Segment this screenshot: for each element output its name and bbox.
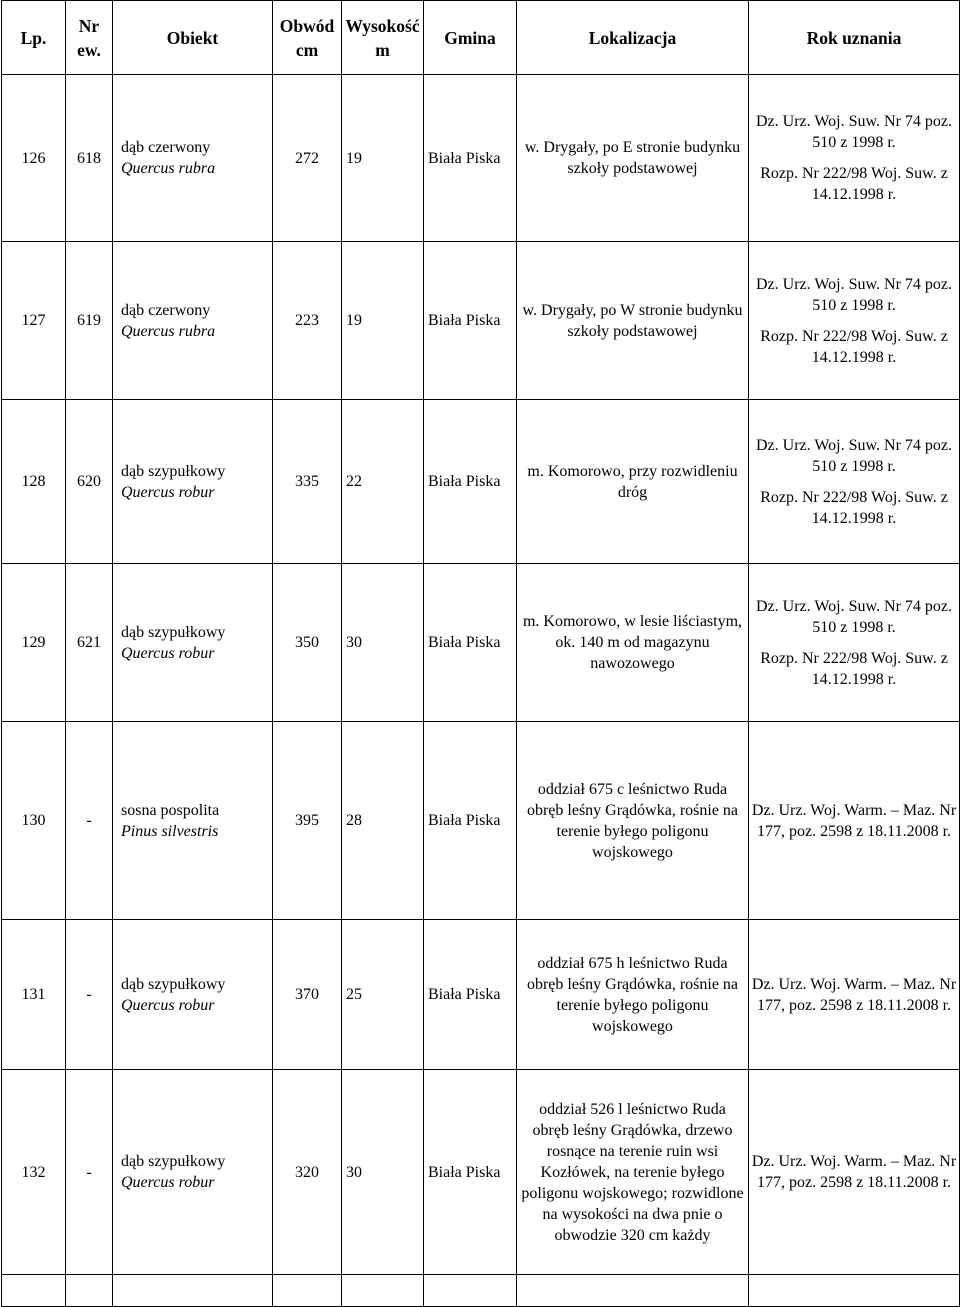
cell-lp: 130 — [2, 722, 66, 920]
cell-lp: 128 — [2, 400, 66, 564]
cell-gmina: Biała Piska — [424, 242, 517, 400]
species-latin-name: Quercus rubra — [121, 160, 216, 177]
cell-obwod: 320 — [273, 1070, 342, 1275]
species-name: dąb czerwony — [121, 139, 211, 156]
cell-lp: 127 — [2, 242, 66, 400]
cell-obwod — [273, 1275, 342, 1307]
species-latin-name: Pinus silvestris — [121, 822, 219, 840]
header-gmina: Gmina — [424, 1, 517, 75]
species-name: dąb szypułkowy — [121, 623, 226, 641]
cell-obiekt — [113, 75, 273, 242]
species-latin-name: Quercus rubra — [121, 322, 216, 340]
cell-lp: 131 — [2, 920, 66, 1070]
header-lokalizacja: Lokalizacja — [517, 1, 749, 75]
cell-wysokosc: 19 — [342, 75, 424, 242]
cell-gmina: Biała Piska — [424, 75, 517, 242]
cell-rok-uznania — [749, 564, 960, 722]
cell-nr-ew: - — [66, 722, 113, 920]
cell-lp: 126 — [2, 75, 66, 242]
cell-obiekt — [113, 920, 273, 1070]
cell-lokalizacja: oddział 675 h leśnictwo Ruda obręb leśny Grądówka, rośnie na terenie byłego poligonu wojskowego — [517, 920, 749, 1070]
cell-nr-ew: 620 — [66, 400, 113, 564]
cell-wysokosc: 22 — [342, 400, 424, 564]
cell-gmina: Biała Piska — [424, 920, 517, 1070]
cell-obiekt — [113, 1275, 273, 1307]
cell-lokalizacja: w. Drygały, po E stronie budynku szkoły podstawowej — [517, 75, 749, 242]
cell-lokalizacja: m. Komorowo, przy rozwidleniu dróg — [517, 400, 749, 564]
cell-obwod: 335 — [273, 400, 342, 564]
cell-gmina: Biała Piska — [424, 564, 517, 722]
header-rok-uznania: Rok uznania — [749, 1, 960, 75]
species-name: dąb szypułkowy — [121, 1153, 226, 1170]
cell-lokalizacja: m. Komorowo, w lesie liściastym, ok. 140 m od magazynu nawozowego — [517, 564, 749, 722]
header-row — [2, 1, 960, 75]
cell-rok-uznania — [749, 722, 960, 920]
cell-lp: 132 — [2, 1070, 66, 1275]
act-reference: Dz. Urz. Woj. Suw. Nr 74 poz. 510 z 1998 r. — [755, 597, 952, 636]
cell-rok-uznania — [749, 1275, 960, 1307]
table-row — [2, 1070, 960, 1275]
cell-nr-ew: 618 — [66, 75, 113, 242]
species-name: dąb czerwony — [121, 301, 211, 319]
cell-nr-ew: - — [66, 1070, 113, 1275]
act-reference: Dz. Urz. Woj. Warm. – Maz. Nr 177, poz. 2598 z 18.11.2008 r. — [751, 1153, 957, 1191]
cell-rok-uznania — [749, 1070, 960, 1275]
cell-gmina: Biała Piska — [424, 1070, 517, 1275]
header-nr-ew: Nr ew. — [66, 1, 113, 75]
cell-rok-uznania — [749, 400, 960, 564]
table-row — [2, 1275, 960, 1307]
header-obwod-unit: cm — [295, 39, 319, 60]
cell-lokalizacja: w. Drygały, po W stronie budynku szkoły podstawowej — [517, 242, 749, 400]
table-row — [2, 75, 960, 242]
act-reference: Dz. Urz. Woj. Warm. – Maz. Nr 177, poz. 2598 z 18.11.2008 r. — [751, 801, 957, 840]
cell-nr-ew — [66, 1275, 113, 1307]
species-name: dąb szypułkowy — [121, 462, 226, 480]
cell-obiekt — [113, 400, 273, 564]
act-reference: Dz. Urz. Woj. Suw. Nr 74 poz. 510 z 1998 r. — [755, 113, 952, 151]
regulation-reference: Rozp. Nr 222/98 Woj. Suw. z 14.12.1998 r. — [760, 488, 948, 527]
cell-wysokosc: 30 — [342, 1070, 424, 1275]
cell-gmina: Biała Piska — [424, 400, 517, 564]
header-lp: Lp. — [2, 1, 66, 75]
table-row — [2, 722, 960, 920]
cell-obwod: 370 — [273, 920, 342, 1070]
cell-lokalizacja: oddział 526 l leśnictwo Ruda obręb leśny Grądówka, drzewo rosnące na terenie ruin wsi Kozłówek, na terenie byłego poligonu wojskowego; rozwidlone na wysokości na dwa pnie o obwodzie 320 cm każdy — [517, 1070, 749, 1275]
regulation-reference: Rozp. Nr 222/98 Woj. Suw. z 14.12.1998 r. — [760, 165, 948, 203]
monuments-table — [1, 0, 960, 1307]
cell-lp: 129 — [2, 564, 66, 722]
header-obiekt: Obiekt — [113, 1, 273, 75]
cell-obwod: 272 — [273, 75, 342, 242]
cell-rok-uznania — [749, 75, 960, 242]
cell-wysokosc: 28 — [342, 722, 424, 920]
table-row — [2, 920, 960, 1070]
cell-nr-ew: 621 — [66, 564, 113, 722]
regulation-reference: Rozp. Nr 222/98 Woj. Suw. z 14.12.1998 r. — [760, 327, 948, 366]
cell-lokalizacja — [517, 1275, 749, 1307]
cell-wysokosc: 30 — [342, 564, 424, 722]
cell-obwod: 395 — [273, 722, 342, 920]
cell-wysokosc — [342, 1275, 424, 1307]
header-wysokosc-label: Wysokość — [345, 15, 420, 36]
act-reference: Dz. Urz. Woj. Suw. Nr 74 poz. 510 z 1998 r. — [755, 436, 952, 475]
act-reference: Dz. Urz. Woj. Warm. – Maz. Nr 177, poz. 2598 z 18.11.2008 r. — [751, 975, 957, 1014]
regulation-reference: Rozp. Nr 222/98 Woj. Suw. z 14.12.1998 r. — [760, 649, 948, 688]
header-obwod-label: Obwód — [279, 15, 335, 36]
header-obwod — [273, 1, 342, 75]
table-row — [2, 242, 960, 400]
cell-rok-uznania — [749, 242, 960, 400]
cell-wysokosc: 25 — [342, 920, 424, 1070]
species-latin-name: Quercus robur — [121, 483, 215, 501]
cell-obiekt — [113, 242, 273, 400]
cell-gmina: Biała Piska — [424, 722, 517, 920]
table-row — [2, 564, 960, 722]
cell-obiekt — [113, 1070, 273, 1275]
cell-obiekt — [113, 564, 273, 722]
cell-obwod: 223 — [273, 242, 342, 400]
cell-gmina — [424, 1275, 517, 1307]
species-name: dąb szypułkowy — [121, 975, 226, 993]
header-wysokosc-unit: m — [375, 39, 390, 60]
table-row — [2, 400, 960, 564]
species-latin-name: Quercus robur — [121, 644, 215, 662]
cell-nr-ew: 619 — [66, 242, 113, 400]
cell-rok-uznania — [749, 920, 960, 1070]
act-reference: Dz. Urz. Woj. Suw. Nr 74 poz. 510 z 1998 r. — [755, 275, 952, 314]
cell-lokalizacja: oddział 675 c leśnictwo Ruda obręb leśny Grądówka, rośnie na terenie byłego poligonu wojskowego — [517, 722, 749, 920]
species-name: sosna pospolita — [121, 801, 220, 819]
cell-obiekt — [113, 722, 273, 920]
cell-nr-ew: - — [66, 920, 113, 1070]
table-body — [2, 75, 960, 1307]
species-latin-name: Quercus robur — [121, 996, 215, 1014]
species-latin-name: Quercus robur — [121, 1174, 215, 1191]
cell-lp — [2, 1275, 66, 1307]
cell-obwod: 350 — [273, 564, 342, 722]
header-wysokosc — [342, 1, 424, 75]
cell-wysokosc: 19 — [342, 242, 424, 400]
